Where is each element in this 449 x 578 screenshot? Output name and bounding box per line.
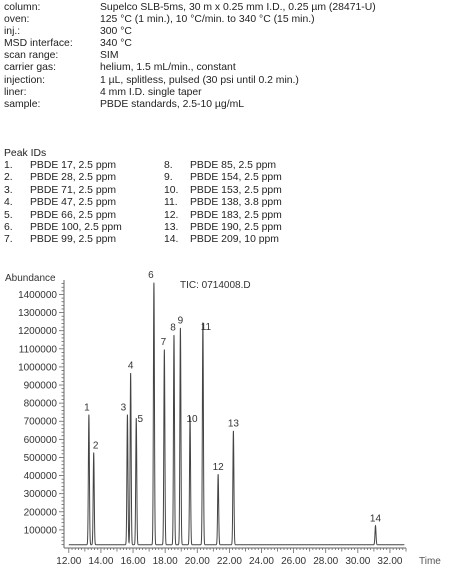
peak-id-name: PBDE 17, 2.5 ppm	[30, 160, 117, 171]
peak-label: 14	[369, 513, 382, 525]
condition-value: PBDE standards, 2.5-10 µg/mL	[100, 98, 245, 110]
y-axis	[18, 280, 64, 548]
peak-id-item	[164, 222, 282, 234]
peak-id-number: 8.	[164, 160, 173, 171]
peak-id-name: PBDE 71, 2.5 ppm	[30, 184, 117, 196]
condition-row	[4, 2, 445, 14]
peak-id-item	[4, 160, 116, 172]
y-tick-label: 1200000	[18, 326, 57, 338]
peak-id-number: 13.	[164, 222, 179, 233]
peak-label: 2	[92, 440, 99, 452]
peak-label: 1	[84, 402, 90, 414]
condition-value: 125 °C (1 min.), 10 °C/min. to 340 °C (15 min.)	[100, 14, 315, 26]
condition-row	[4, 62, 445, 74]
condition-label: column:	[4, 2, 41, 13]
chart-title: TIC: 0714008.D	[180, 280, 251, 291]
peak-id-item	[4, 234, 116, 246]
peak-id-name: PBDE 100, 2.5 ppm	[30, 222, 122, 233]
condition-value: 300 °C	[100, 26, 132, 38]
peak-label: 13	[227, 418, 239, 430]
condition-row	[4, 87, 445, 99]
peak-label: 8	[170, 322, 176, 334]
condition-row	[4, 99, 445, 111]
condition-value: helium, 1.5 mL/min., constant	[100, 62, 236, 74]
x-tick-label: 32.00	[377, 556, 403, 567]
x-tick-label: 18.00	[152, 556, 178, 567]
x-tick-label: 12.00	[56, 556, 82, 567]
condition-label: scan range:	[4, 50, 59, 62]
x-tick-label: 26.00	[281, 556, 307, 567]
peak-id-name: PBDE 85, 2.5 ppm	[190, 160, 277, 171]
peak-ids-list	[4, 160, 445, 256]
peak-label: 5	[137, 413, 144, 425]
peak-id-item	[164, 234, 279, 246]
peak-id-number: 6.	[4, 222, 13, 233]
condition-value: SIM	[100, 50, 119, 62]
peak-id-item	[4, 197, 116, 209]
peak-id-number: 9.	[164, 172, 173, 184]
y-tick-label: 400000	[23, 471, 57, 483]
peak-id-item	[164, 160, 276, 172]
peak-id-number: 7.	[4, 234, 13, 246]
condition-row	[4, 50, 445, 62]
y-tick-label: 100000	[23, 525, 57, 537]
y-axis-label: Abundance	[5, 273, 56, 284]
peak-ids-title: Peak IDs	[4, 148, 47, 159]
peak-id-number: 11.	[164, 197, 178, 209]
y-tick-label: 500000	[23, 452, 57, 464]
y-tick-label: 1100000	[18, 344, 57, 356]
y-tick-label: 1300000	[18, 308, 57, 320]
x-axis-label: Time	[419, 556, 441, 567]
peak-label: 9	[177, 315, 184, 327]
condition-row	[4, 38, 445, 50]
x-tick-label: 14.00	[88, 556, 114, 567]
peak-id-number: 4.	[4, 197, 13, 209]
peak-label: 6	[148, 270, 154, 282]
peak-label: 11	[200, 322, 212, 334]
peak-id-item	[4, 185, 116, 197]
peak-id-name: PBDE 209, 10 ppm	[190, 234, 279, 246]
peak-id-name: PBDE 183, 2.5 ppm	[190, 209, 282, 221]
condition-label: inj.:	[4, 26, 21, 38]
peak-id-number: 1.	[4, 160, 13, 171]
peak-id-name: PBDE 28, 2.5 ppm	[30, 172, 117, 184]
condition-label: carrier gas:	[4, 62, 56, 74]
peak-id-item	[4, 210, 116, 222]
peak-id-number: 3.	[4, 184, 13, 196]
peak-id-name: PBDE 66, 2.5 ppm	[30, 209, 117, 221]
peak-id-number: 5.	[4, 209, 13, 221]
peak-id-item	[164, 185, 282, 197]
conditions-table	[4, 2, 445, 111]
condition-label: oven:	[4, 14, 30, 26]
peak-id-number: 10.	[164, 184, 179, 196]
peak-id-name: PBDE 153, 2.5 ppm	[190, 184, 282, 196]
x-tick-label: 30.00	[345, 556, 371, 567]
peak-id-name: PBDE 47, 2.5 ppm	[30, 197, 117, 209]
condition-row	[4, 26, 445, 38]
peak-id-number: 14.	[164, 234, 179, 246]
peak-id-name: PBDE 190, 2.5 ppm	[190, 222, 282, 233]
y-tick-label: 200000	[23, 507, 57, 519]
peak-id-item	[4, 222, 122, 234]
condition-value: 340 °C	[100, 38, 132, 50]
peak-id-name: PBDE 99, 2.5 ppm	[30, 234, 117, 246]
peak-label: 4	[127, 360, 134, 372]
peak-id-name: PBDE 154, 2.5 ppm	[190, 172, 282, 184]
peak-id-number: 2.	[4, 172, 13, 184]
x-axis	[56, 548, 406, 567]
peak-id-number: 12.	[164, 209, 179, 221]
x-tick-label: 24.00	[248, 556, 275, 567]
peak-label: 7	[160, 337, 167, 349]
condition-label: MSD interface:	[4, 38, 73, 50]
y-tick-label: 1000000	[18, 362, 57, 374]
y-tick-label: 700000	[23, 416, 57, 428]
peak-ids-section	[4, 147, 445, 256]
condition-value: 1 µL, splitless, pulsed (30 psi until 0.2 min.)	[100, 74, 299, 86]
condition-label: sample:	[4, 98, 41, 110]
y-tick-label: 600000	[23, 434, 57, 446]
y-tick-label: 900000	[23, 380, 57, 392]
peak-label: 12	[212, 462, 224, 474]
condition-label: liner:	[4, 86, 27, 98]
x-tick-label: 16.00	[120, 556, 146, 567]
condition-value: Supelco SLB-5ms, 30 m x 0.25 mm I.D., 0.25 µm (28471-U)	[100, 2, 376, 13]
condition-row	[4, 14, 445, 26]
peak-id-name: PBDE 138, 3.8 ppm	[190, 197, 282, 209]
peak-id-item	[4, 172, 116, 184]
x-tick-label: 28.00	[313, 556, 339, 567]
peak-label: 10	[186, 414, 198, 426]
y-tick-label: 300000	[23, 489, 57, 501]
condition-label: injection:	[4, 74, 46, 86]
x-tick-label: 22.00	[216, 556, 242, 567]
peak-id-item	[164, 197, 282, 209]
x-tick-label: 20.00	[184, 556, 210, 567]
condition-value: 4 mm I.D. single taper	[100, 86, 202, 98]
peak-id-item	[164, 172, 282, 184]
y-tick-label: 1400000	[18, 289, 57, 301]
peak-label: 3	[120, 402, 127, 414]
tic-trace	[69, 283, 405, 545]
condition-row	[4, 75, 445, 87]
y-tick-label: 800000	[23, 398, 57, 410]
peak-id-item	[164, 210, 282, 222]
chromatogram-chart	[0, 268, 449, 578]
